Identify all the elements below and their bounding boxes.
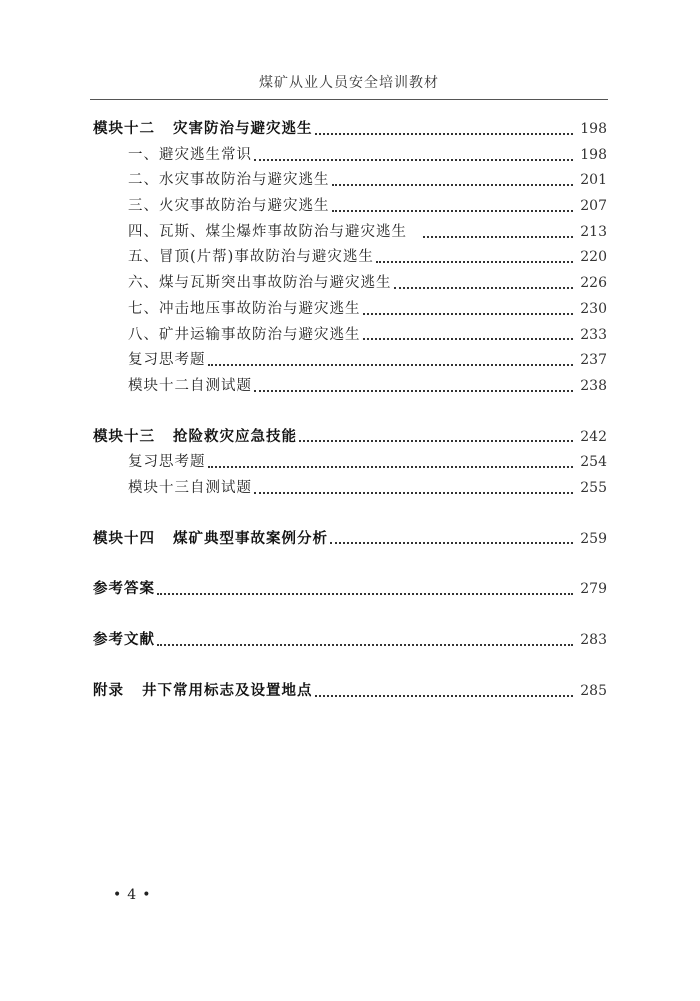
dot-leader [254,390,573,392]
dot-leader [394,287,574,289]
toc-entry-label: 五、冒顶(片帮)事故防治与避灾逃生 [128,249,374,266]
toc-page-number: 238 [580,377,607,394]
toc-entry[interactable] [93,245,607,271]
dot-leader [208,466,574,468]
folio-bullet-right: • [142,887,151,903]
toc-entry-label: 六、煤与瓦斯突出事故防治与避灾逃生 [128,275,392,292]
toc-page-number: 207 [580,198,607,215]
dot-leader [423,236,573,238]
page-number: 4 [127,887,137,903]
toc-entry-label: 模块十二 灾害防治与避灾逃生 [93,121,313,137]
toc-page-number: 226 [580,275,607,292]
dot-leader [157,644,573,646]
toc-page-number: 255 [580,479,607,496]
toc-page-number: 259 [580,530,607,547]
dot-leader [315,133,574,135]
section-gap [93,552,607,577]
running-head-title: 煤矿从业人员安全培训教材 [259,75,439,91]
toc-entry-label: 附录 井下常用标志及设置地点 [93,682,313,699]
dot-leader [157,593,573,595]
section-gap [93,400,607,425]
toc-page-number: 201 [580,172,607,189]
folio-bullet-left: • [113,887,122,903]
dot-leader [254,159,573,161]
toc-entry-label: 模块十三 抢险救灾应急技能 [93,428,297,445]
dot-leader [363,338,574,340]
dot-leader [299,440,573,442]
toc-entry-label: 模块十三自测试题 [128,479,252,496]
toc-module-13[interactable] [93,425,607,451]
toc-entry-label: 模块十二自测试题 [128,377,252,394]
toc-answers[interactable] [93,577,607,603]
toc-entry-label: 八、矿井运输事故防治与避灾逃生 [128,326,361,343]
toc-page-number: 233 [580,326,607,343]
section-gap [93,502,607,527]
toc-references[interactable] [93,628,607,654]
toc-entry-label: 一、避灾逃生常识 [128,146,252,163]
toc-page-number: 254 [580,454,607,471]
toc-entry[interactable] [93,220,607,246]
toc-module-14[interactable] [93,527,607,553]
section-gap [93,603,607,628]
toc-entry[interactable] [93,450,607,476]
toc-entry[interactable] [93,297,607,323]
toc-page-number: 242 [580,428,607,445]
toc-entry[interactable] [93,143,607,169]
toc-entry[interactable] [93,323,607,349]
toc-page-number: 220 [580,249,607,266]
dot-leader [332,184,574,186]
toc-page-number: 198 [580,121,607,137]
toc-entry-label: 复习思考题 [128,454,206,471]
dot-leader [332,210,574,212]
toc-entry-label: 七、冲击地压事故防治与避灾逃生 [128,300,361,317]
toc-page-number: 237 [580,352,607,369]
page-folio [107,887,156,903]
toc-entry-label: 参考文献 [93,632,155,648]
toc-appendix[interactable] [93,679,607,705]
toc-page-number: 230 [580,300,607,317]
dot-leader [208,364,574,366]
toc-module-12[interactable] [93,117,607,143]
toc-entry[interactable] [93,374,607,400]
toc-entry-label: 复习思考题 [128,352,206,369]
dot-leader [376,261,573,263]
toc-entry[interactable] [93,476,607,502]
toc-entry[interactable] [93,348,607,374]
header-rule [90,99,608,100]
section-gap [93,654,607,679]
dot-leader [315,695,574,697]
toc-entry-label: 四、瓦斯、煤尘爆炸事故防治与避灾逃生 [128,223,407,240]
toc-entry-label: 参考答案 [93,581,155,598]
toc-page-number: 279 [580,581,607,598]
dot-leader [254,492,573,494]
toc-entry[interactable] [93,168,607,194]
toc-entry-label: 三、火灾事故防治与避灾逃生 [128,198,330,215]
toc-entry-label: 二、水灾事故防治与避灾逃生 [128,172,330,189]
toc-entry[interactable] [93,194,607,220]
toc-page-number: 285 [580,682,607,699]
toc-page-number: 283 [580,632,607,648]
toc-entry[interactable] [93,271,607,297]
dot-leader [363,313,574,315]
toc-page-number: 198 [580,146,607,163]
table-of-contents [93,117,607,704]
toc-entry-label: 模块十四 煤矿典型事故案例分析 [93,530,328,547]
toc-page-number: 213 [580,223,607,240]
dot-leader [330,542,573,544]
